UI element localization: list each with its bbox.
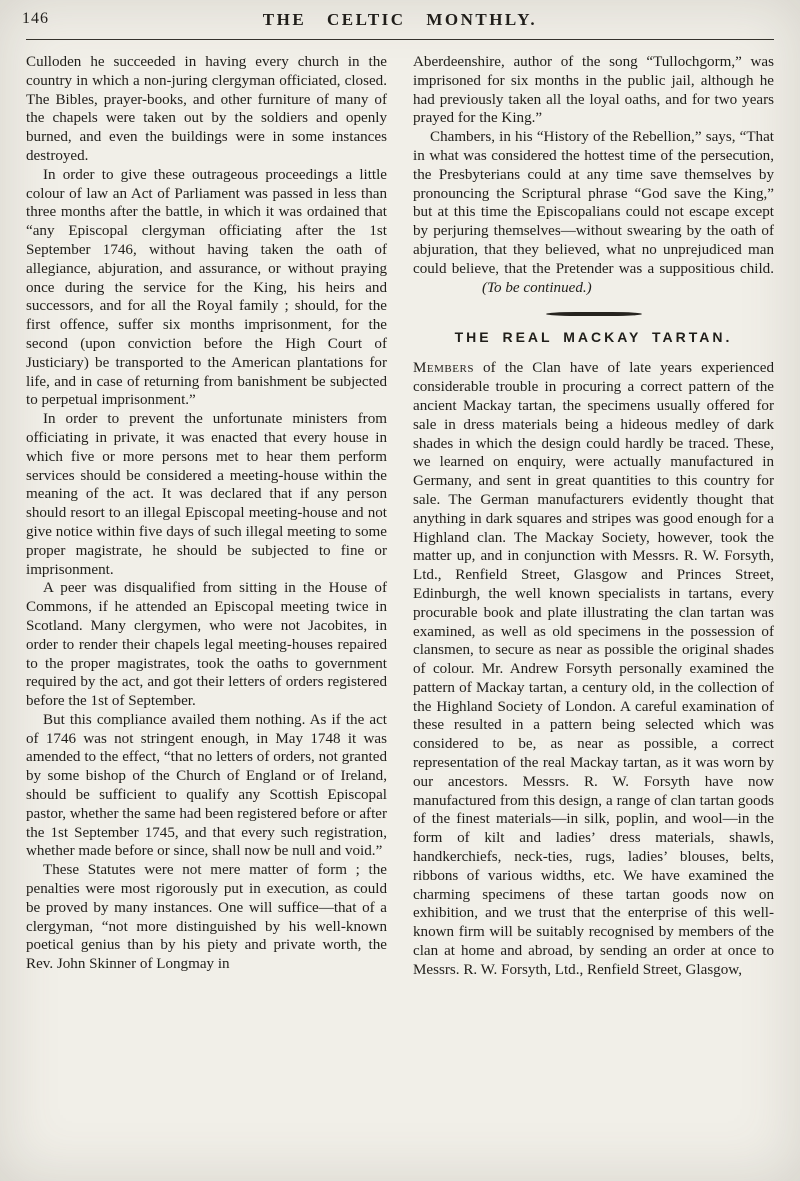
page-number: 146	[22, 10, 49, 27]
text-columns	[26, 53, 774, 980]
paragraph	[413, 359, 774, 979]
paragraph: A peer was disqualified from sitting in the House of Commons, if he attended an Episcopal meeting twice in Scotland. Many clergymen, who were not Jacobites, in order to render their chapels legal meeting-houses repaired to the proper magistrates, took the oaths to government required by the act, and got their letters of orders registered before the 1st of September.	[26, 580, 387, 710]
paragraph: Aberdeenshire, author of the song “Tullochgorm,” was imprisoned for six months in the public jail, although he had previously taken all the loyal oaths, and for two years prayed for the King.”	[413, 54, 774, 127]
paragraph-text: Chambers, in his “History of the Rebellion,” says, “That in what was considered the hottest time of the persecution, the Presbyterians could at any time save themselves by pronouncing the Scriptural phrase “God save the King,” but at this time the Episcopalians could not escape except by perjuring themselves—without swearing by the oath of abjuration, that they believed, what no unprejudiced man could believe, that the Pretender was a suppositious child.	[413, 129, 774, 277]
page-header	[22, 8, 774, 34]
paragraph: In order to give these outrageous proceedings a little colour of law an Act of Parliament was passed in less than three months after the battle, in which it was ordained that “any Episcopal clergyman officiating after the 1st September 1746, without having taken the oath of allegiance, abjuration, and assurance, or without praying once during the service for the King, his heirs and successors, and for all the Royal family ; should, for the first offence, suffer six months imprisonment, for the second (upon conviction before the High Court of Justiciary) be transported to the American plantations for life, and in case of returning from banishment be subjected to perpetual imprisonment.”	[26, 166, 387, 409]
to-be-continued: (To be continued.)	[482, 279, 592, 296]
paragraph: Culloden he succeeded in having every church in the country in which a non-juring clergyman officiated, closed. The Bibles, prayer-books, and other furniture of many of the chapels were taken out by the soldiers and openly burned, and even the buildings were in some instances destroyed.	[26, 54, 387, 164]
paragraph-text: of the Clan have of late years experienced considerable trouble in procuring a correct pattern of the ancient Mackay tartan, the specimens usually offered for sale in dress materials being a hideous medley of dark shades in which the design could hardly be traced. These, we learned on enquiry, were actually manufactured in Germany, and sent in great quantities to this country for sale. The German manufacturers evidently thought that anything in dark squares and stripes was good enough for a Highland clan. The Mackay Society, however, took the matter up, and in conjunction with Messrs. R. W. Forsyth, Ltd., Renfield Street, Glasgow and Princes Street, Edinburgh, the well known specialists in tartans, every procurable book and plate illustrating the clan tartan was examined, as well as old specimens in the possession of clansmen, to secure as near as possible the original shades of colour. Mr. Andrew Forsyth personally examined the pattern of Mackay tartan, a century old, in the collection of the Highland Society of London. A careful examination of these resulted in a pattern being selected which was considered to be, as near as possible, a correct representation of the real Mackay tartan, as it was worn by our ancestors. Messrs. R. W. Forsyth have now manufactured from this design, a range of clan tartan goods of the finest materials—in silk, poplin, and wool—in the form of kilt and ladies’ dress materials, shawls, handkerchiefs, neck-ties, rugs, ladies’ blouses, belts, ribbons of various widths, etc. We have examined the charming specimens of these tartan goods now on exhibition, and we trust that the enterprise of this well-known firm will be suitably recognised by members of the clan at home and abroad, by sending an order at once to Messrs. R. W. Forsyth, Ltd., Renfield Street, Glasgow,	[413, 360, 774, 978]
paragraph	[413, 128, 774, 297]
article-heading: THE REAL MACKAY TARTAN.	[454, 328, 733, 345]
left-column	[26, 53, 387, 980]
right-column	[413, 53, 774, 980]
paragraph: But this compliance availed them nothing. As if the act of 1746 was not stringent enough, in May 1748 it was amended to the effect, “that no letters of orders, not granted by some bishop of the Church of England or of Ireland, should be sufficient to qualify any Scottish Episcopal pastor, whether the same had been registered before or after the 1st September 1745, and that every such registration, whether made before or since, shall now be null and void.”	[26, 711, 387, 860]
lead-word: Members	[413, 360, 474, 377]
header-rule	[26, 39, 774, 40]
section-divider	[546, 312, 642, 315]
paragraph: In order to prevent the unfortunate ministers from officiating in private, it was enacted that every house in which five or more persons met to hear them perform services should be considered a meeting-house within the meaning of the act. It was declared that if any person should resort to an illegal Episcopal meeting-house and not give notice within five days of such illegal meeting to some proper magistrate, he should be subjected to fine or imprisonment.	[26, 411, 387, 578]
journal-title: THE CELTIC MONTHLY.	[262, 10, 538, 29]
paragraph: These Statutes were not mere matter of form ; the penalties were most rigorously put in execution, as could be proved by many instances. One will suffice—that of a clergyman, “not more distinguished by his well-known poetical genius than by his piety and private worth, the Rev. John Skinner of Longmay in	[26, 862, 387, 973]
